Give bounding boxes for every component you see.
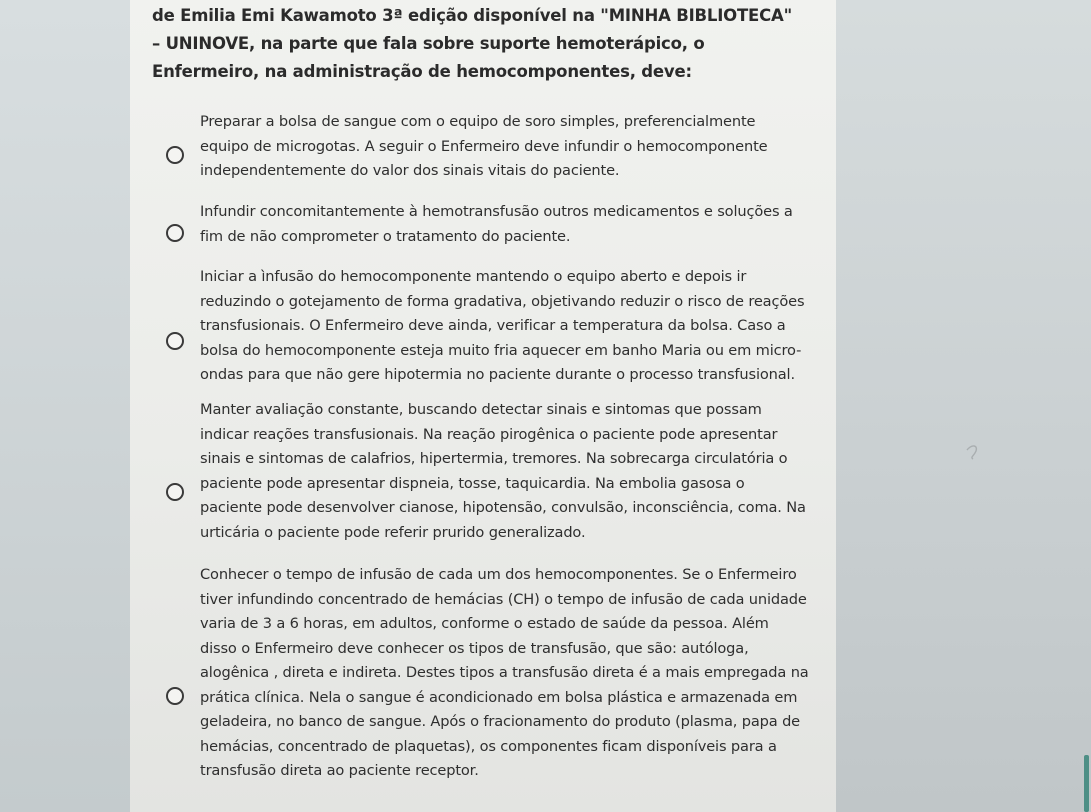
option-b-text [200,200,820,249]
option-a-line-2: equipo de microgotas. A seguir o Enfermeiro deve infundir o hemocomponente [200,137,768,155]
option-d-text [200,398,820,545]
option-e-line-1: Conhecer o tempo de infusão de cada um dos hemocomponentes. Se o Enfermeiro [200,566,797,583]
option-b-line-1: Infundir concomitantemente à hemotransfusão outros medicamentos e soluções a [200,203,793,220]
radio-button-c[interactable] [166,332,184,350]
option-a-line-1: Preparar a bolsa de sangue com o equipo de soro simples, preferencialmente [200,113,756,130]
radio-button-a[interactable] [166,146,184,164]
radio-button-e[interactable] [166,687,184,705]
radio-button-b[interactable] [166,224,184,242]
question-line-3: Enfermeiro, na administração de hemocomponentes, deve: [152,62,692,81]
answer-option-a[interactable] [130,108,836,184]
answer-option-c[interactable] [130,264,836,388]
right-background [836,0,1091,812]
option-c-line-3: transfusionais. O Enfermeiro deve ainda, verificar a temperatura da bolsa. Caso a [200,317,786,334]
option-a-line-3: independentemente do valor dos sinais vitais do paciente. [200,162,620,179]
option-e-line-4: disso o Enfermeiro deve conhecer os tipos de transfusão, que são: autóloga, [200,639,749,657]
left-background [0,0,130,812]
option-e-text [200,563,820,784]
option-d-line-1: Manter avaliação constante, buscando detectar sinais e sintomas que possam [200,401,762,418]
option-c-text [200,265,820,388]
option-b-line-2: fim de não comprometer o tratamento do paciente. [200,227,571,245]
option-e-line-2: tiver infundindo concentrado de hemácias (CH) o tempo de infusão de cada unidade [200,590,807,608]
option-e-line-9: transfusão direta ao paciente receptor. [200,762,479,779]
option-e-line-7: geladeira, no banco de sangue. Após o fracionamento do produto (plasma, papa de [200,713,801,730]
option-c-line-5: ondas para que não gere hipotermia no paciente durante o processo transfusional. [200,366,795,383]
option-e-line-5: alogênica , direta e indireta. Destes tipos a transfusão direta é a mais empregada na [200,664,809,681]
option-e-line-3: varia de 3 a 6 horas, em adultos, conforme o estado de saúde da pessoa. Além [200,615,769,632]
option-c-line-1: Iniciar a ìnfusão do hemocomponente mantendo o equipo aberto e depois ir [200,268,747,285]
option-a-text [200,110,820,184]
answer-option-e[interactable] [130,563,836,793]
question-line-1: de Emilia Emi Kawamoto 3ª edição disponível na "MINHA BIBLIOTECA" [152,6,792,25]
answer-option-b[interactable] [130,199,836,251]
scrollbar-edge[interactable] [1084,755,1089,812]
question-line-2: – UNINOVE, na parte que fala sobre suporte hemoterápico, o [152,34,705,53]
option-c-line-4: bolsa do hemocomponente esteja muito fria aquecer em banho Maria ou em micro- [200,341,802,359]
option-d-line-6: urticária o paciente pode referir prurido generalizado. [200,523,586,541]
answer-option-d[interactable] [130,398,836,548]
option-e-line-6: prática clínica. Nela o sangue é acondicionado em bolsa plástica e armazenada em [200,688,798,706]
pencil-mark-icon [964,442,990,462]
option-d-line-2: indicar reações transfusionais. Na reação pirogênica o paciente pode apresentar [200,425,778,443]
option-c-line-2: reduzindo o gotejamento de forma gradativa, objetivando reduzir o risco de reações [200,292,805,310]
option-d-line-4: paciente pode apresentar dispneia, tosse, taquicardia. Na embolia gasosa o [200,474,745,492]
option-d-line-3: sinais e sintomas de calafrios, hipertermia, tremores. Na sobrecarga circulatória o [200,450,788,467]
option-d-line-5: paciente pode desenvolver cianose, hipotensão, convulsão, inconsciência, coma. Na [200,499,806,516]
option-e-line-8: hemácias, concentrado de plaquetas), os componentes ficam disponíveis para a [200,737,777,755]
radio-button-d[interactable] [166,483,184,501]
